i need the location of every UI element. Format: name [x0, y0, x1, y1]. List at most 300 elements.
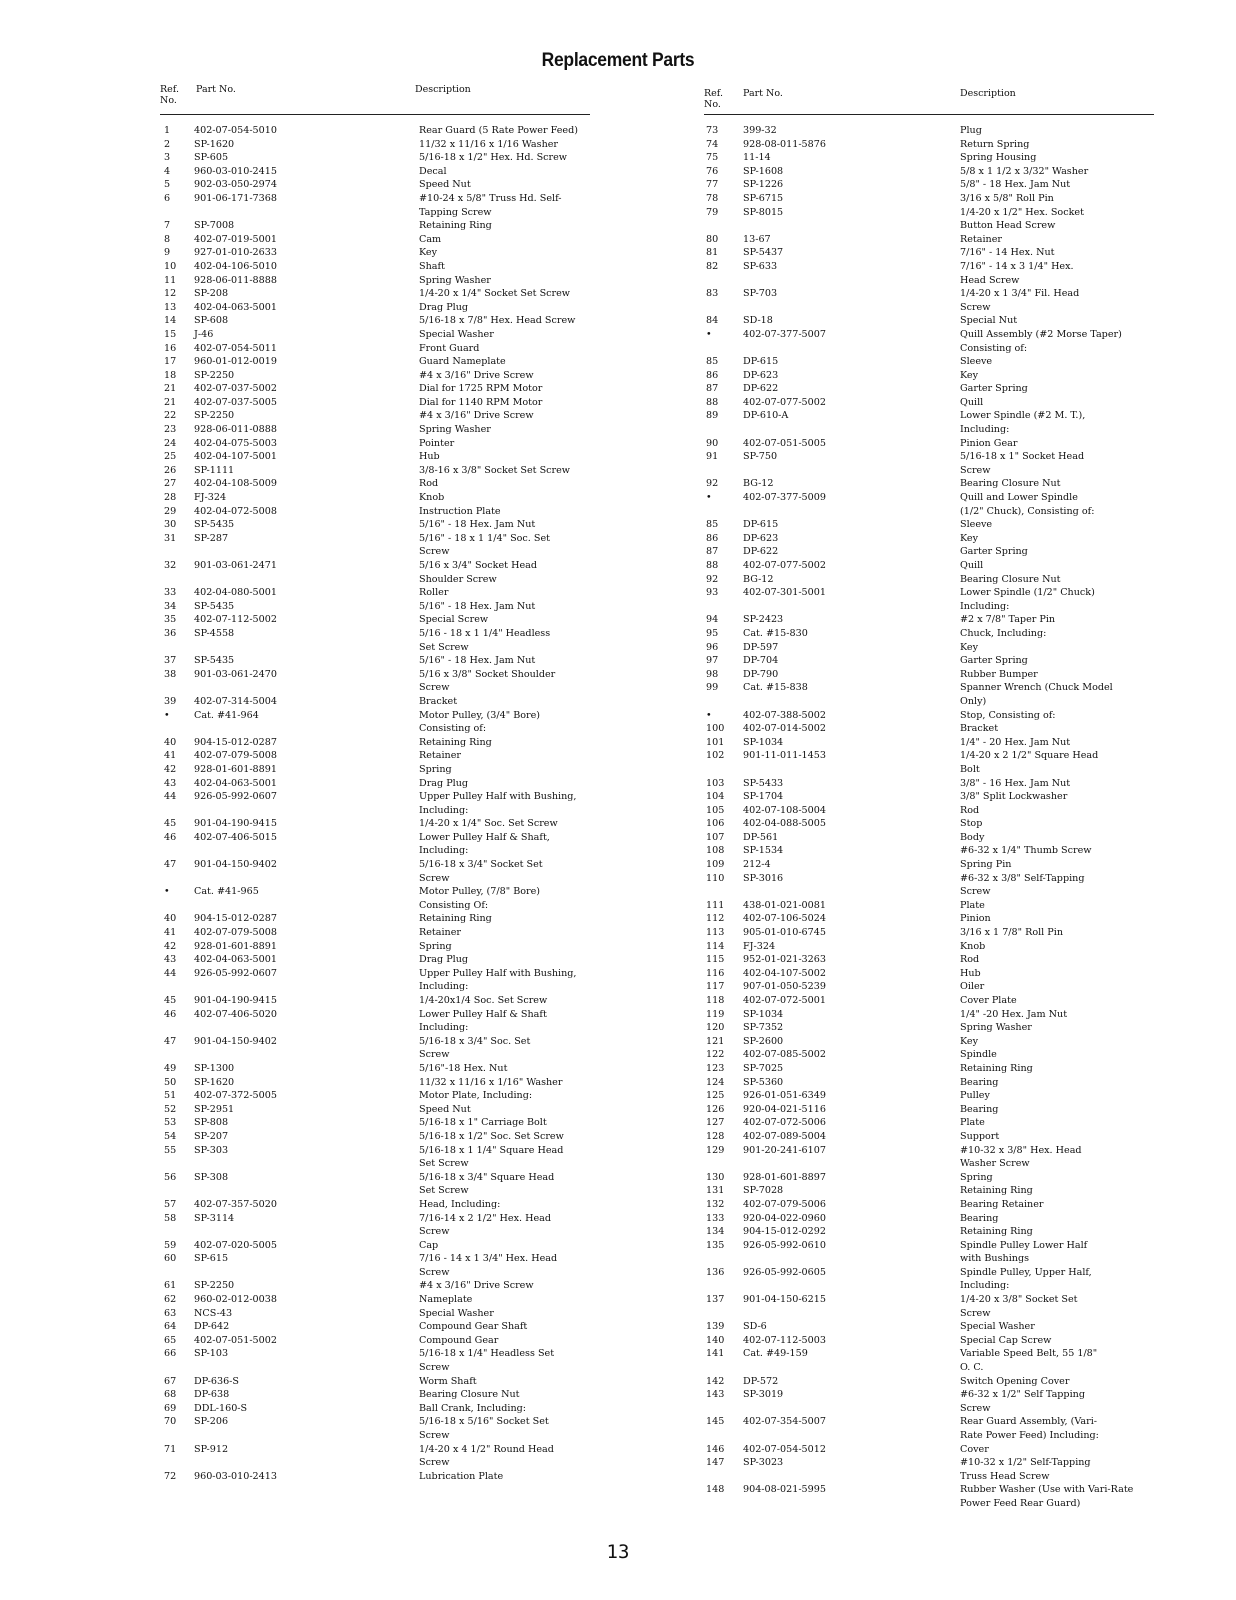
description-cell: Spring Pin [960, 859, 1012, 871]
part-no-cell: 901-04-150-9402 [194, 1035, 277, 1047]
part-no-cell: 402-07-106-5024 [743, 913, 826, 925]
ref-no-cell: 40 [164, 913, 177, 925]
part-no-cell: 920-04-022-0960 [743, 1212, 826, 1224]
description-cell: 1/4-20x1/4 Soc. Set Screw [419, 995, 548, 1006]
table-row [704, 437, 1154, 451]
description-cell: Plug [960, 125, 982, 136]
description-cell: Variable Speed Belt, 55 1/8" [960, 1348, 1098, 1360]
description-cell: #6-32 x 1/4" Thumb Screw [960, 845, 1092, 857]
table-row [704, 763, 1154, 777]
ref-no-cell: 4 [164, 165, 171, 177]
description-cell: Sleeve [960, 519, 993, 531]
table-row [704, 559, 1154, 573]
part-no-cell: SP-2600 [743, 1035, 784, 1047]
description-cell: Screw [419, 1266, 450, 1278]
parts-rows-right [704, 124, 1154, 1511]
table-row [160, 1089, 590, 1103]
table-row [704, 1375, 1154, 1389]
ref-no-cell: 113 [706, 927, 725, 939]
part-no-cell: DP-615 [743, 519, 779, 531]
ref-no-cell: 11 [164, 274, 177, 286]
ref-no-cell: 90 [706, 437, 719, 449]
part-no-cell: 402-04-088-5005 [743, 818, 826, 830]
table-row [704, 1483, 1154, 1497]
ref-no-cell: 29 [164, 505, 177, 517]
description-cell: Bracket [419, 695, 458, 707]
table-row [704, 1089, 1154, 1103]
description-cell: 1/4-20 x 1/2" Hex. Socket [960, 206, 1084, 218]
description-cell: Plate [960, 1117, 985, 1129]
ref-no-cell: 105 [706, 804, 725, 816]
table-row [160, 545, 590, 559]
part-no-cell: 212-4 [743, 859, 771, 871]
ref-no-cell: 57 [164, 1198, 177, 1210]
part-no-cell: BG-12 [743, 573, 774, 585]
table-row [704, 355, 1154, 369]
description-cell: Key [960, 369, 979, 381]
description-cell: Switch Opening Cover [960, 1375, 1070, 1387]
part-no-cell: DP-610-A [743, 410, 789, 422]
table-row [160, 817, 590, 831]
description-cell: 5/16-18 x 3/4" Soc. Set [419, 1035, 531, 1047]
table-row [704, 668, 1154, 682]
table-row [160, 559, 590, 573]
table-row [160, 1130, 590, 1144]
description-cell: Only) [960, 695, 987, 707]
description-cell: Spring Washer [419, 274, 491, 286]
page-title: Replacement Parts [541, 50, 695, 71]
description-cell: Head Screw [960, 274, 1020, 286]
ref-no-cell: 99 [706, 682, 719, 694]
ref-no-cell: 102 [706, 750, 725, 762]
description-cell: Motor Pulley, (3/4" Bore) [419, 709, 541, 721]
ref-no-cell: 41 [164, 927, 177, 939]
description-cell: Special Cap Screw [960, 1334, 1052, 1346]
table-row [160, 178, 590, 192]
table-row [160, 342, 590, 356]
description-cell: Rear Guard (5 Rate Power Feed) [419, 125, 578, 136]
description-cell: #6-32 x 3/8" Self-Tapping [960, 872, 1085, 884]
part-no-cell: DP-623 [743, 532, 779, 544]
description-cell: Retaining Ring [419, 913, 492, 925]
part-no-cell: 402-07-406-5015 [194, 831, 277, 843]
table-row [704, 790, 1154, 804]
part-no-cell: DP-642 [194, 1321, 230, 1333]
part-no-cell: 902-03-050-2974 [194, 179, 277, 191]
ref-no-cell: 116 [706, 967, 725, 979]
table-row [160, 681, 590, 695]
ref-no-cell: 43 [164, 954, 177, 966]
table-row [704, 994, 1154, 1008]
table-row [704, 872, 1154, 886]
part-no-cell: SP-1034 [743, 1008, 784, 1020]
description-cell: Return Spring [960, 138, 1030, 150]
part-no-cell: 402-07-085-5002 [743, 1049, 826, 1061]
part-no-cell: 960-03-010-2413 [194, 1470, 277, 1482]
ref-no-cell: 31 [164, 532, 177, 544]
header-rule-right [704, 114, 1154, 115]
table-row [160, 749, 590, 763]
description-cell: Knob [960, 940, 986, 952]
description-cell: Key [960, 532, 979, 544]
description-cell: Motor Plate, Including: [419, 1090, 533, 1102]
description-cell: Including: [960, 1280, 1010, 1292]
description-cell: Dial for 1140 RPM Motor [419, 396, 543, 408]
ref-no-cell: 142 [706, 1375, 725, 1387]
part-no-cell: 402-07-357-5020 [194, 1198, 277, 1210]
ref-no-cell: 106 [706, 818, 725, 830]
part-no-cell: 926-05-992-0607 [194, 967, 277, 979]
ref-no-cell: 12 [164, 288, 177, 300]
ref-no-cell: 26 [164, 464, 177, 476]
ref-no-cell: 92 [706, 573, 719, 585]
part-no-cell: 402-07-108-5004 [743, 804, 826, 816]
ref-no-cell: 85 [706, 356, 719, 368]
part-no-cell: 901-03-061-2471 [194, 560, 277, 571]
table-row [704, 1402, 1154, 1416]
part-no-cell: SP-5435 [194, 519, 235, 531]
ref-no-cell: 36 [164, 627, 177, 639]
ref-no-cell: 148 [706, 1484, 725, 1496]
table-row [704, 940, 1154, 954]
part-no-cell: Cat. #41-965 [194, 886, 259, 898]
ref-no-cell: 44 [164, 967, 177, 979]
part-no-cell: FJ-324 [743, 940, 776, 952]
part-no-header: Part No. [743, 88, 783, 99]
table-row [704, 545, 1154, 559]
part-no-cell: 402-07-079-5008 [194, 750, 277, 762]
part-no-cell: 402-07-079-5006 [743, 1198, 826, 1210]
part-no-cell: 926-05-992-0610 [743, 1239, 826, 1251]
table-row [704, 1062, 1154, 1076]
table-row [160, 722, 590, 736]
table-row [704, 260, 1154, 274]
table-row [704, 1212, 1154, 1226]
description-cell: 1/4-20 x 2 1/2" Square Head [960, 750, 1099, 762]
table-row [704, 1415, 1154, 1429]
table-row [160, 1225, 590, 1239]
description-cell: Set Screw [419, 1185, 469, 1197]
ref-no-cell: 27 [164, 478, 177, 490]
part-no-cell: 901-04-150-6215 [743, 1294, 826, 1306]
table-row [160, 287, 590, 301]
part-no-cell: 402-07-019-5001 [194, 233, 277, 245]
table-row [160, 1144, 590, 1158]
part-no-cell: 901-20-241-6107 [743, 1144, 826, 1156]
ref-no-cell: 64 [164, 1321, 177, 1333]
description-cell: Stop, Consisting of: [960, 709, 1056, 721]
ref-no-cell: 16 [164, 342, 177, 354]
table-row [704, 1266, 1154, 1280]
ref-no-cell: 42 [164, 940, 177, 952]
description-cell: 5/16 x 3/4" Socket Head [419, 560, 537, 571]
part-no-cell: SP-2250 [194, 410, 235, 422]
part-no-cell: 907-01-050-5239 [743, 981, 826, 993]
description-cell: Retaining Ring [960, 1185, 1033, 1197]
table-row [704, 1334, 1154, 1348]
description-cell: Garter Spring [960, 546, 1028, 558]
table-row [160, 1334, 590, 1348]
description-cell: #4 x 3/16" Drive Screw [419, 369, 534, 381]
ref-no-cell: 59 [164, 1239, 177, 1251]
table-row [704, 613, 1154, 627]
description-cell: Cover [960, 1443, 989, 1455]
table-row [160, 1076, 590, 1090]
description-cell: Hub [960, 967, 981, 979]
description-cell: 5/8 x 1 1/2 x 3/32" Washer [960, 165, 1089, 177]
part-no-cell: SP-2250 [194, 1280, 235, 1292]
ref-no-cell: 44 [164, 791, 177, 803]
description-cell: 1/4-20 x 1 3/4" Fil. Head [960, 288, 1080, 300]
table-row [704, 831, 1154, 845]
table-row [704, 477, 1154, 491]
table-header-left [160, 84, 590, 112]
table-row [704, 1456, 1154, 1470]
part-no-cell: SP-208 [194, 288, 229, 300]
description-cell: Button Head Screw [960, 220, 1056, 232]
description-cell: Stop [960, 818, 983, 830]
description-cell: Retainer [960, 233, 1002, 245]
part-no-cell: 926-05-992-0607 [194, 791, 277, 803]
description-cell: Pointer [419, 437, 455, 449]
part-no-cell: Cat. #49-159 [743, 1348, 808, 1360]
description-cell: 3/16 x 1 7/8" Roll Pin [960, 927, 1063, 939]
table-row [160, 1184, 590, 1198]
description-cell: 5/16" - 18 Hex. Jam Nut [419, 600, 536, 612]
ref-no-cell: 101 [706, 736, 725, 748]
table-row [704, 233, 1154, 247]
part-no-cell: SP-6715 [743, 192, 784, 204]
part-no-cell: SP-1534 [743, 845, 784, 857]
description-cell: #2 x 7/8" Taper Pin [960, 614, 1056, 626]
description-cell: Truss Head Screw [960, 1470, 1050, 1482]
table-row [160, 844, 590, 858]
table-row [160, 165, 590, 179]
ref-no-header [160, 84, 179, 106]
table-row [704, 532, 1154, 546]
table-row [704, 328, 1154, 342]
description-cell: #10-32 x 1/2" Self-Tapping [960, 1457, 1091, 1469]
ref-header-line2: No. [160, 95, 177, 106]
description-cell: Tapping Screw [419, 206, 492, 218]
ref-no-cell: 121 [706, 1035, 725, 1047]
ref-no-cell: 58 [164, 1212, 177, 1224]
description-cell: Bolt [960, 763, 980, 775]
ref-no-cell: 124 [706, 1076, 725, 1088]
description-cell: Retaining Ring [960, 1062, 1033, 1074]
table-row [704, 423, 1154, 437]
ref-no-cell: 118 [706, 995, 725, 1006]
description-cell: Screw [419, 1362, 450, 1374]
ref-no-cell: 96 [706, 641, 719, 653]
part-no-cell: SP-303 [194, 1144, 229, 1156]
table-row [160, 355, 590, 369]
part-no-cell: 402-07-089-5004 [743, 1130, 826, 1142]
description-cell: 7/16-14 x 2 1/2" Hex. Head [419, 1212, 552, 1224]
table-row [704, 1198, 1154, 1212]
ref-no-cell: 50 [164, 1076, 177, 1088]
description-cell: Screw [960, 301, 991, 313]
table-row [160, 369, 590, 383]
table-row [160, 777, 590, 791]
ref-no-cell: 63 [164, 1307, 177, 1319]
table-row [160, 477, 590, 491]
ref-no-cell: 133 [706, 1212, 725, 1224]
part-no-cell: 402-07-301-5001 [743, 587, 826, 599]
part-no-cell: 11-14 [743, 152, 771, 164]
part-no-cell: 904-15-012-0287 [194, 736, 277, 748]
description-cell: Hub [419, 451, 440, 463]
table-row [160, 301, 590, 315]
table-row [704, 1035, 1154, 1049]
description-cell: Spindle [960, 1049, 997, 1061]
table-row [704, 1239, 1154, 1253]
table-row [704, 1021, 1154, 1035]
ref-no-cell: 47 [164, 1035, 177, 1047]
description-cell: Screw [419, 1457, 450, 1469]
description-cell: Quill [960, 560, 984, 571]
ref-no-cell: 119 [706, 1008, 725, 1020]
description-cell: Dial for 1725 RPM Motor [419, 383, 543, 395]
part-no-cell: 402-07-377-5007 [743, 328, 826, 340]
description-cell: Shoulder Screw [419, 573, 497, 585]
description-cell: Compound Gear Shaft [419, 1321, 528, 1333]
part-no-cell: SP-1608 [743, 165, 784, 177]
ref-no-cell: 56 [164, 1171, 177, 1183]
table-row [704, 709, 1154, 723]
table-row [704, 1279, 1154, 1293]
description-cell: 5/16 x 3/8" Socket Shoulder [419, 668, 556, 680]
part-no-cell: DP-561 [743, 831, 779, 843]
table-row [704, 246, 1154, 260]
table-row [160, 450, 590, 464]
table-row [160, 409, 590, 423]
ref-no-cell: 135 [706, 1239, 725, 1251]
ref-no-cell: 76 [706, 165, 719, 177]
part-no-cell: 952-01-021-3263 [743, 954, 826, 966]
part-no-cell: SP-308 [194, 1171, 229, 1183]
part-no-cell: SD-18 [743, 315, 773, 327]
description-cell: Power Feed Rear Guard) [960, 1497, 1081, 1509]
ref-no-cell: 112 [706, 913, 725, 925]
ref-no-cell: 1 [164, 125, 171, 136]
table-row [704, 138, 1154, 152]
ref-no-cell: 37 [164, 655, 177, 667]
ref-no-cell: 69 [164, 1402, 177, 1414]
part-no-cell: SP-3019 [743, 1389, 784, 1401]
description-cell: Special Nut [960, 315, 1018, 327]
ref-no-cell: 35 [164, 614, 177, 626]
table-row [704, 450, 1154, 464]
ref-no-cell: 47 [164, 859, 177, 871]
description-cell: (1/2" Chuck), Consisting of: [960, 505, 1095, 517]
part-no-cell: 928-01-601-8891 [194, 940, 277, 952]
description-cell: Key [960, 641, 979, 653]
description-cell: Retainer [419, 750, 461, 762]
table-row [160, 532, 590, 546]
ref-no-cell: 111 [706, 899, 725, 911]
part-no-cell: 904-08-021-5995 [743, 1484, 826, 1496]
ref-no-cell: 95 [706, 627, 719, 639]
description-header: Description [415, 84, 471, 95]
description-cell: Bearing Closure Nut [960, 478, 1061, 490]
description-cell: Drag Plug [419, 777, 469, 789]
table-row [160, 1456, 590, 1470]
description-cell: Pinion Gear [960, 437, 1018, 449]
part-no-cell: 13-67 [743, 233, 771, 245]
description-cell: Lower Pulley Half & Shaft, [419, 831, 550, 843]
table-row [704, 899, 1154, 913]
table-row [704, 505, 1154, 519]
description-cell: Lower Spindle (1/2" Chuck) [960, 587, 1095, 599]
ref-no-cell: • [164, 886, 170, 898]
table-row [704, 1497, 1154, 1511]
description-cell: Spring [960, 1171, 993, 1183]
part-no-cell: 901-04-190-9415 [194, 995, 277, 1006]
description-cell: Instruction Plate [419, 505, 501, 517]
description-cell: Drag Plug [419, 954, 469, 966]
part-no-cell: SP-3023 [743, 1457, 784, 1469]
table-row [160, 1021, 590, 1035]
part-no-cell: SP-7025 [743, 1062, 784, 1074]
ref-no-header [704, 88, 723, 110]
table-row [160, 124, 590, 138]
table-row [160, 804, 590, 818]
part-no-cell: 960-02-012-0038 [194, 1294, 277, 1306]
ref-no-cell: 146 [706, 1443, 725, 1455]
table-row [704, 151, 1154, 165]
description-cell: Screw [419, 682, 450, 694]
part-no-cell: 926-05-992-0605 [743, 1266, 826, 1278]
ref-no-cell: 125 [706, 1090, 725, 1102]
ref-no-cell: 28 [164, 492, 177, 504]
description-cell: 1/4" - 20 Hex. Jam Nut [960, 736, 1071, 748]
table-row [160, 899, 590, 913]
description-cell: Washer Screw [960, 1158, 1030, 1170]
description-cell: 5/16-18 x 1/2" Hex. Hd. Screw [419, 152, 567, 164]
description-cell: Screw [419, 1226, 450, 1238]
page-number: 13 [606, 1541, 630, 1563]
description-cell: 5/16-18 x 1 1/4" Square Head [419, 1144, 564, 1156]
table-row [160, 260, 590, 274]
description-cell: Spindle Pulley, Upper Half, [960, 1266, 1092, 1278]
table-row [160, 953, 590, 967]
description-cell: Bearing [960, 1076, 999, 1088]
description-cell: Sleeve [960, 356, 993, 368]
table-row [160, 437, 590, 451]
description-cell: Special Washer [419, 328, 494, 340]
description-cell: Consisting of: [960, 342, 1028, 354]
part-no-cell: 402-07-037-5005 [194, 396, 277, 408]
description-cell: Ball Crank, Including: [419, 1402, 527, 1414]
description-cell: Bearing Retainer [960, 1198, 1044, 1210]
ref-no-cell: 23 [164, 424, 177, 436]
ref-no-cell: • [706, 492, 712, 504]
part-no-cell: SP-7008 [194, 220, 235, 232]
description-cell: Lower Pulley Half & Shaft [419, 1008, 547, 1020]
description-cell: 1/4-20 x 1/4" Soc. Set Screw [419, 818, 558, 830]
table-row [704, 342, 1154, 356]
ref-no-cell: 38 [164, 668, 177, 680]
ref-no-cell: 84 [706, 315, 719, 327]
table-row [704, 1008, 1154, 1022]
description-cell: 5/16-18 x 7/8" Hex. Head Screw [419, 315, 576, 327]
part-no-cell: 402-07-079-5008 [194, 927, 277, 939]
table-row [160, 1320, 590, 1334]
description-cell: #10-32 x 3/8" Hex. Head [960, 1144, 1082, 1156]
description-cell: O. C. [960, 1362, 984, 1374]
part-no-cell: SP-207 [194, 1130, 229, 1142]
